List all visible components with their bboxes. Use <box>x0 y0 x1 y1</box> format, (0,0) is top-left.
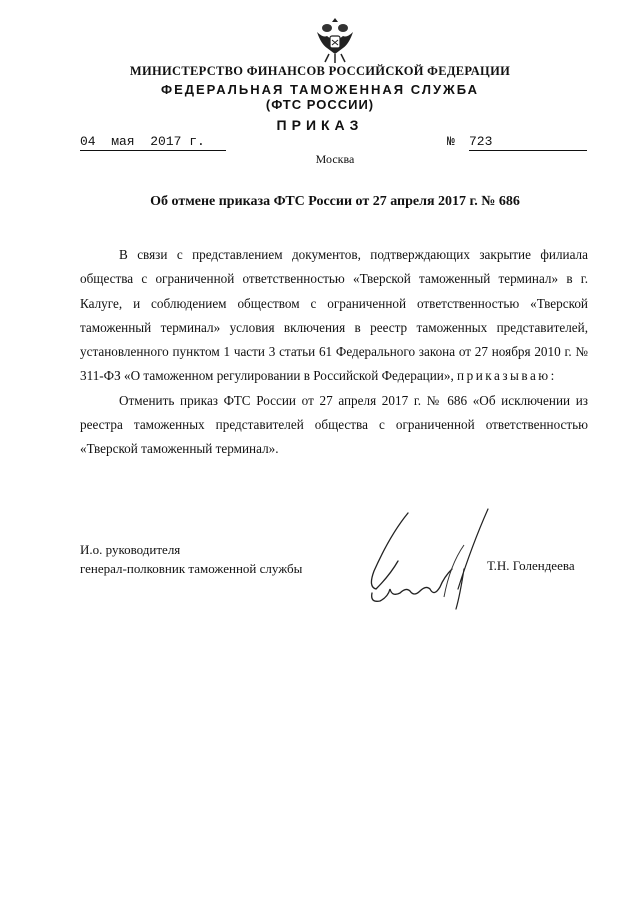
order-date: 04 мая 2017 г. <box>80 134 226 151</box>
handwritten-signature <box>360 505 490 615</box>
coat-of-arms-emblem <box>313 14 357 66</box>
order-number: 723 <box>469 134 587 151</box>
document-type: ПРИКАЗ <box>276 117 364 133</box>
service-abbreviation: (ФТС РОССИИ) <box>265 97 375 112</box>
position-line-1: И.о. руководителя <box>80 542 181 557</box>
signatory-name: Т.Н. Голендеева <box>487 558 575 573</box>
service-name: ФЕДЕРАЛЬНАЯ ТАМОЖЕННАЯ СЛУЖБА <box>160 82 480 97</box>
ministry-name: МИНИСТЕРСТВО ФИНАНСОВ РОССИЙСКОЙ ФЕДЕРАЦИИ <box>129 64 511 78</box>
paragraph-1-text: В связи с представлением документов, подтверждающих закрытие филиала общества с ограниченной ответственностью «Тверской таможенный терминал» в г. Калуге, и соблюдением обществом с ограниченной ответственностью «Тверской таможенный терминал» условия включения в реестр таможенных представителей, установленного пунктом 1 части 3 статьи 61 Федерального закона от 27 ноября 2010 г. № 311-ФЗ «О таможенном регулировании в Российской Федерации», <box>80 247 588 384</box>
paragraph-1 <box>80 243 588 389</box>
position-line-2: генерал-полковник таможенной службы <box>80 561 303 576</box>
paragraph-2: Отменить приказ ФТС России от 27 апреля 2017 г. № 686 «Об исключении из реестра таможенных представителей общества с ограниченной ответственностью «Тверской таможенный терминал». <box>80 392 588 457</box>
order-phrase: приказываю: <box>457 368 557 384</box>
document-body <box>80 243 588 462</box>
city: Москва <box>315 152 355 166</box>
order-number-label: № <box>447 134 455 149</box>
document-title: Об отмене приказа ФТС России от 27 апреля 2017 г. № 686 <box>150 194 520 209</box>
signatory-position <box>80 540 302 578</box>
